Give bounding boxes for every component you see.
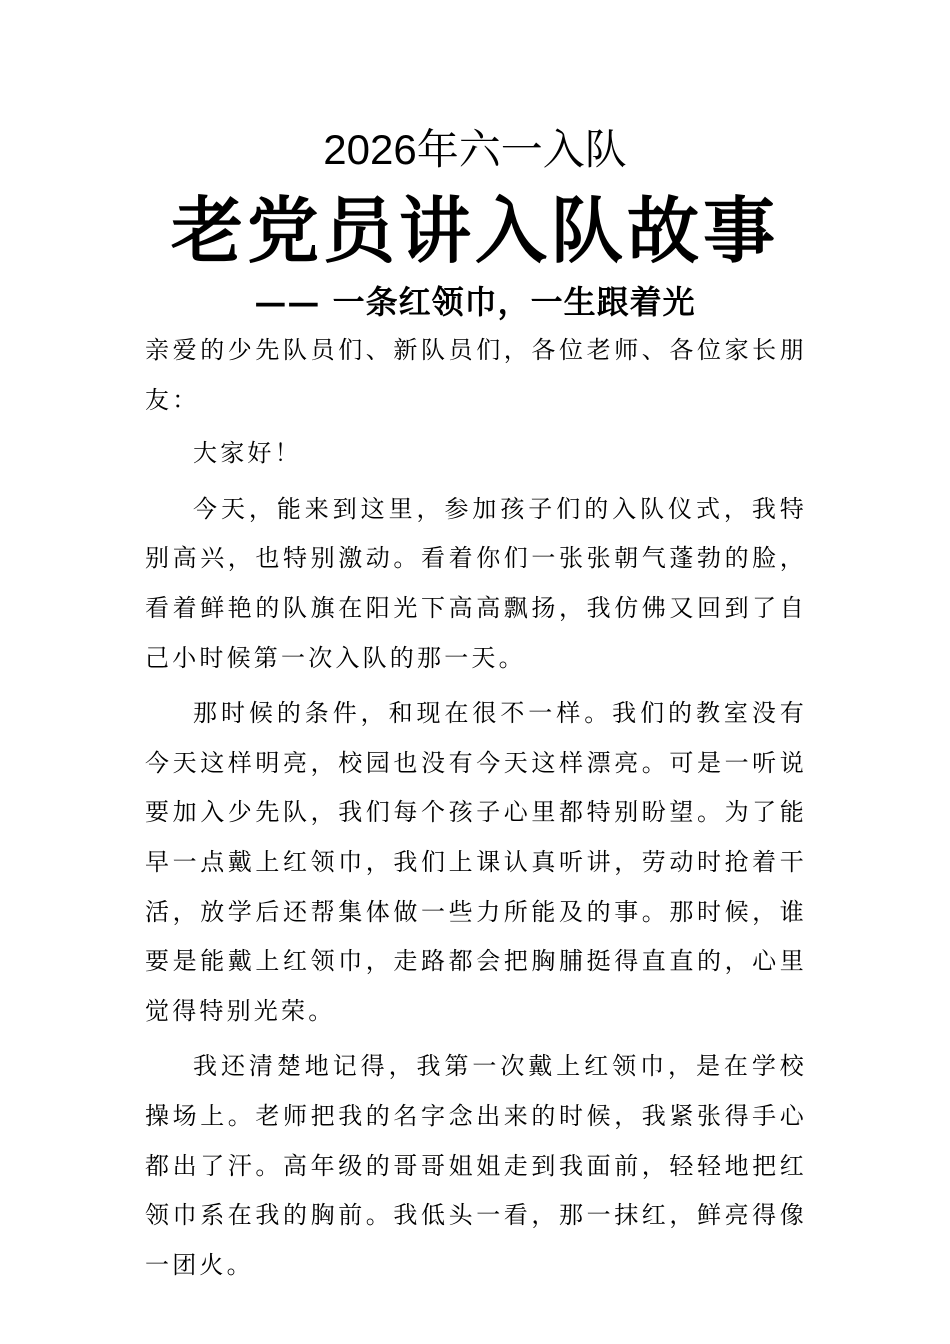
- paragraph: 今天，能来到这里，参加孩子们的入队仪式，我特别高兴，也特别激动。看着你们一张张朝气蓬勃的脸，看着鲜艳的队旗在阳光下高高飘扬，我仿佛又回到了自己小时候第一次入队的那一天。: [145, 494, 807, 672]
- title-year-line: 2026年六一入队: [323, 126, 627, 173]
- speech-body: [145, 326, 807, 1296]
- salutation: 亲爱的少先队员们、新队员们，各位老师、各位家长朋友：: [145, 336, 807, 414]
- subtitle: —— 一条红领巾，一生跟着光: [254, 283, 696, 321]
- paragraph: 我还清楚地记得，我第一次戴上红领巾，是在学校操场上。老师把我的名字念出来的时候，我紧张得手心都出了汗。高年级的哥哥姐姐走到我面前，轻轻地把红领巾系在我的胸前。我低头一看，那一抹红，鲜亮得像一团火。: [145, 1052, 807, 1279]
- greeting: 大家好！: [193, 439, 302, 468]
- main-title: 老党员讲入队故事: [170, 188, 779, 273]
- paragraph: 那时候的条件，和现在很不一样。我们的教室没有今天这样明亮，校园也没有今天这样漂亮。可是一听说要加入少先队，我们每个孩子心里都特别盼望。为了能早一点戴上红领巾，我们上课认真听讲，劳动时抢着干活，放学后还帮集体做一些力所能及的事。那时候，谁要是能戴上红领巾，走路都会把胸脯挺得直直的，心里觉得特别光荣。: [145, 699, 807, 1025]
